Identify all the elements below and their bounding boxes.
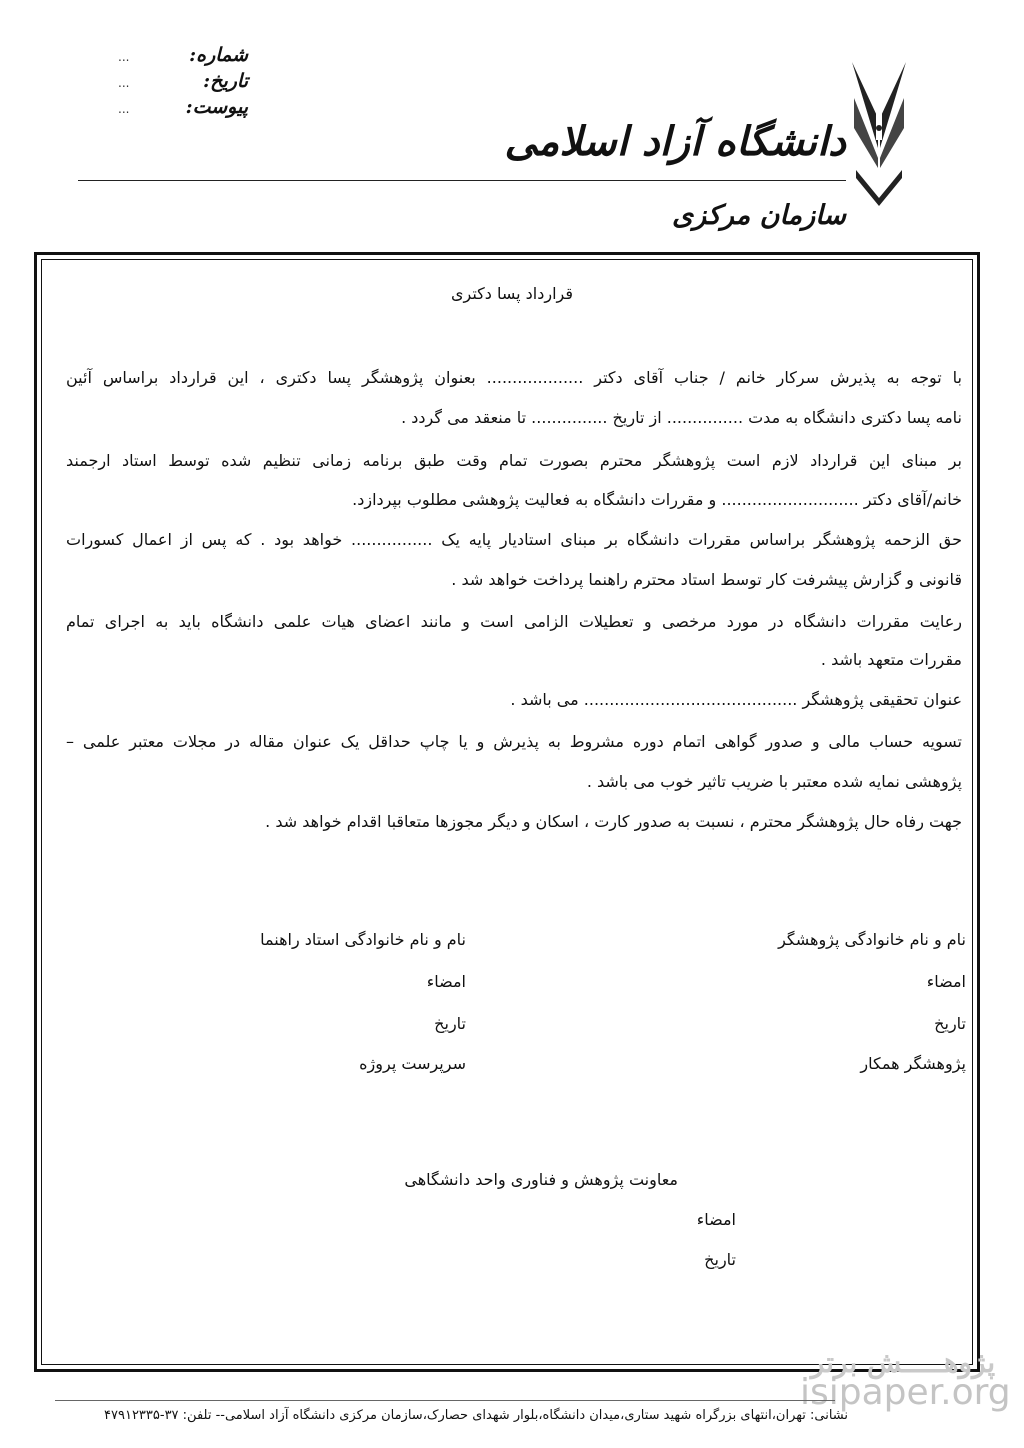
body-line-6: قانونی و گزارش پیشرفت کار توسط استاد محترم راهنما پرداخت خواهد شد . bbox=[451, 570, 962, 589]
body-line-10: تسویه حساب مالی و صدور گواهی اتمام دوره مشروط به پذیرش و یا چاپ حداقل یک عنوان مقاله در مجلات معتبر علمی – bbox=[66, 732, 962, 751]
deputy-title-label: معاونت پژوهش و فناوری واحد دانشگاهی bbox=[404, 1170, 678, 1189]
footer-divider bbox=[55, 1400, 835, 1401]
attachment-label: پیوست: bbox=[185, 96, 248, 118]
date-row bbox=[118, 70, 248, 96]
body-line-2: نامه پسا دکتری دانشگاه به مدت ............... از تاریخ ............... تا منعقد می گردد . bbox=[401, 408, 962, 427]
organization-name: سازمان مرکزی bbox=[671, 200, 846, 231]
body-line-5: حق الزحمه پژوهشگر براساس مقررات دانشگاه بر مبنای استادیار پایه یک ................ خواهد بود . که پس از اعمال کسورات bbox=[66, 530, 962, 549]
number-label: شماره: bbox=[189, 44, 248, 66]
researcher-signature-label: امضاء bbox=[926, 972, 966, 991]
body-line-4: خانم/آقای دکتر ........................... و مقررات دانشگاه به فعالیت پژوهشی مطلوب بپردازد. bbox=[352, 490, 962, 509]
university-logo-icon bbox=[848, 58, 910, 210]
attachment-row bbox=[118, 96, 248, 122]
deputy-date-label: تاریخ bbox=[704, 1250, 736, 1269]
researcher-date-label: تاریخ bbox=[934, 1014, 966, 1033]
date-value: ... bbox=[118, 76, 130, 90]
watermark-site: isipaper.org bbox=[800, 1372, 1011, 1413]
project-supervisor-label: سرپرست پروژه bbox=[359, 1054, 466, 1073]
deputy-signature-label: امضاء bbox=[696, 1210, 736, 1229]
body-line-9: عنوان تحقیقی پژوهشگر .......................................... می باشد . bbox=[510, 690, 962, 709]
body-line-12: جهت رفاه حال پژوهشگر محترم ، نسبت به صدور کارت ، اسکان و دیگر مجوزها متعاقبا اقدام خواهد شد . bbox=[265, 812, 962, 831]
advisor-name-label: نام و نام خانوادگی استاد راهنما bbox=[260, 930, 466, 949]
body-line-11: پژوهشی نمایه شده معتبر با ضریب تاثیر خوب می باشد . bbox=[586, 772, 962, 791]
reference-fields bbox=[118, 44, 248, 122]
number-row bbox=[118, 44, 248, 70]
researcher-name-label: نام و نام خانوادگی پژوهشگر bbox=[778, 930, 966, 949]
body-line-7: رعایت مقررات دانشگاه در مورد مرخصی و تعطیلات الزامی است و مانند اعضای هیات علمی دانشگاه باید به اجرای تمام bbox=[66, 612, 962, 631]
body-line-3: بر مبنای این قرارداد لازم است پژوهشگر محترم بصورت تمام وقت طبق برنامه زمانی تنظیم شده توسط استاد ارجمند bbox=[66, 451, 962, 470]
date-label: تاریخ: bbox=[203, 70, 248, 92]
watermark-persian: پژوهـــــش برتر bbox=[810, 1346, 996, 1379]
colleague-researcher-label: پژوهشگر همکار bbox=[860, 1054, 966, 1073]
advisor-date-label: تاریخ bbox=[434, 1014, 466, 1033]
header-divider bbox=[78, 180, 846, 181]
document-title: قرارداد پسا دکتری bbox=[450, 284, 574, 303]
university-name: دانشگاه آزاد اسلامی bbox=[504, 118, 846, 165]
footer-address: نشانی: تهران،انتهای بزرگراه شهید ستاری،میدان دانشگاه،بلوار شهدای حصارک،سازمان مرکزی دانشگاه آزاد اسلامی-- تلفن: ۳۷-۴۷۹۱۲۳۳۵ bbox=[104, 1408, 848, 1423]
body-line-8: مقررات متعهد باشد . bbox=[820, 650, 962, 669]
number-value: ... bbox=[118, 50, 130, 64]
advisor-signature-label: امضاء bbox=[426, 972, 466, 991]
body-line-1: با توجه به پذیرش سرکار خانم / جناب آقای دکتر ................... بعنوان پژوهشگر پسا دکتری ، این قرارداد براساس آئین bbox=[66, 368, 962, 387]
attachment-value: ... bbox=[118, 102, 130, 116]
